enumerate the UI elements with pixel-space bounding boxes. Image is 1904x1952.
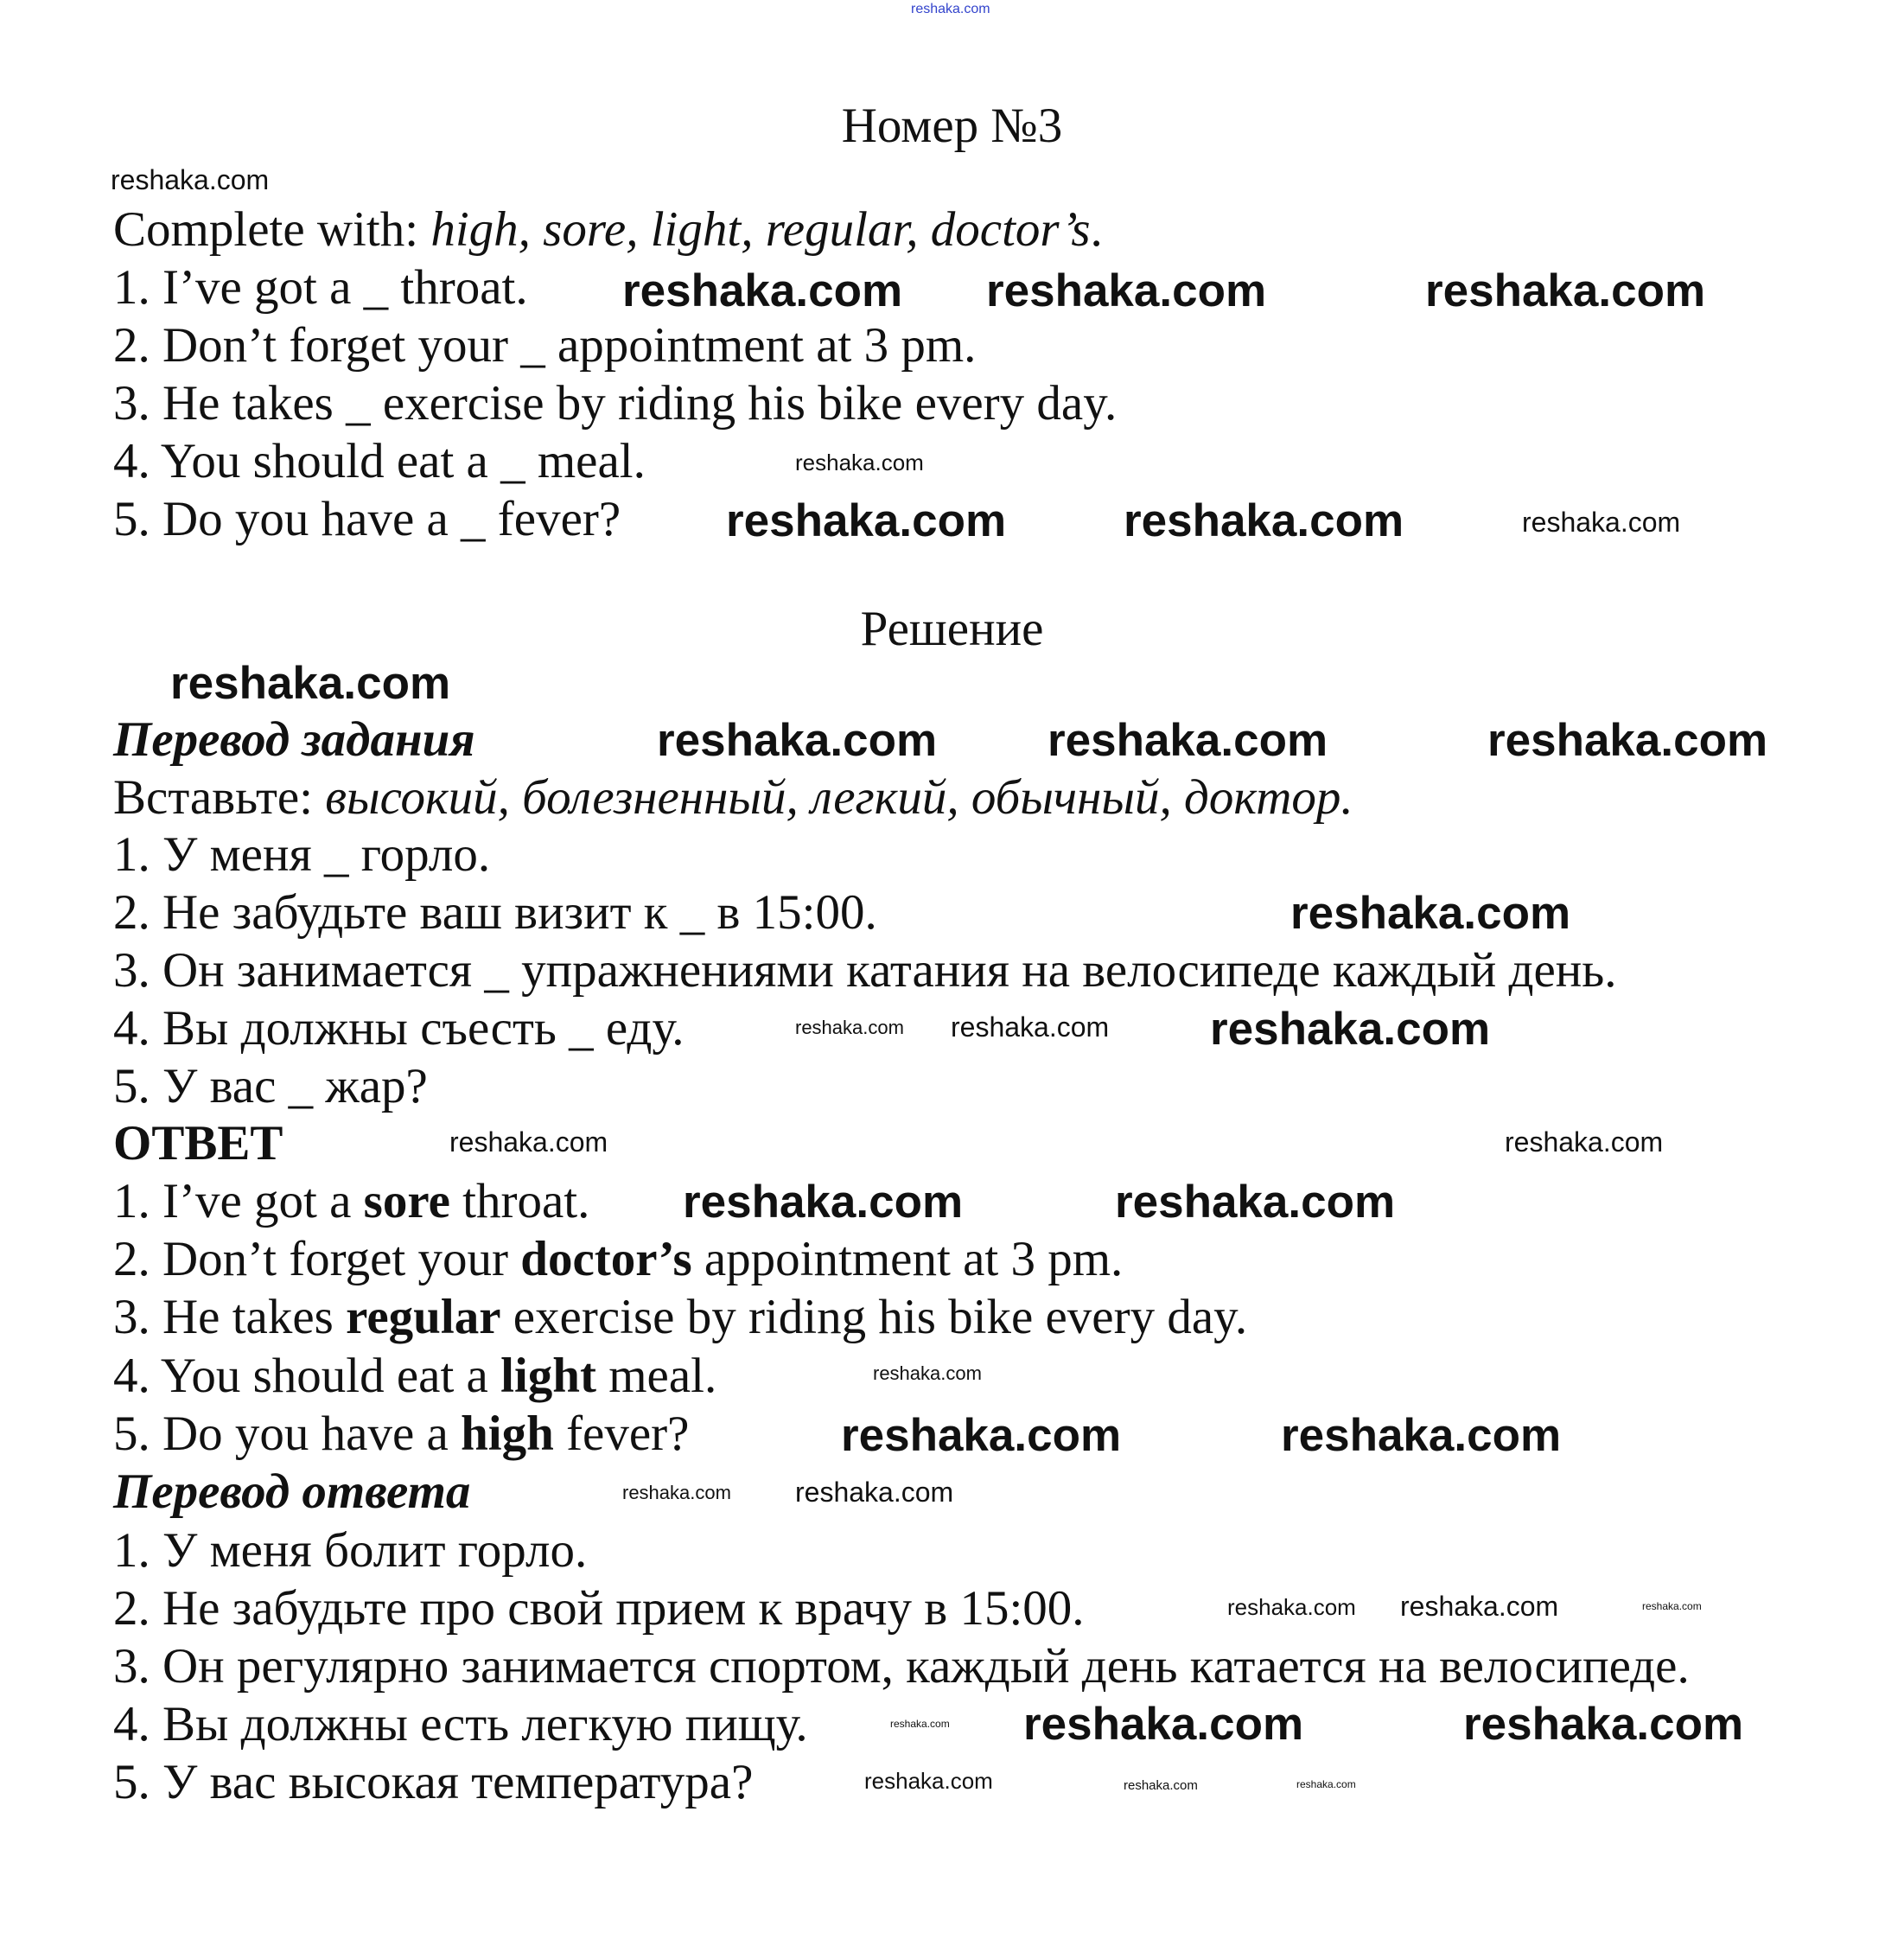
answer-translation-line: 1. У меня болит горло. bbox=[113, 1523, 588, 1578]
answer-pre: 5. Do you have a bbox=[113, 1407, 462, 1461]
watermark: reshaka.com bbox=[683, 1177, 964, 1228]
instruction-prefix: Вставьте: bbox=[113, 770, 326, 825]
watermark: reshaka.com bbox=[1487, 715, 1768, 766]
watermark: reshaka.com bbox=[111, 164, 270, 195]
watermark-top: reshaka.com bbox=[911, 2, 990, 16]
watermark: reshaka.com bbox=[449, 1126, 608, 1158]
watermark: reshaka.com bbox=[1124, 1778, 1198, 1793]
answer-line bbox=[113, 1406, 689, 1463]
answer-line bbox=[113, 1348, 716, 1405]
answer-translation-line: 3. Он регулярно занимается спортом, каждый день катается на велосипеде. bbox=[113, 1639, 1690, 1694]
answer-word: light bbox=[500, 1349, 596, 1403]
watermark: reshaka.com bbox=[1400, 1591, 1559, 1622]
task-translation-line: 1. У меня _ горло. bbox=[113, 827, 491, 882]
watermark: reshaka.com bbox=[1463, 1699, 1744, 1750]
answer-translation-line: 5. У вас высокая температура? bbox=[113, 1755, 754, 1809]
task-translation-line: 4. Вы должны съесть _ еду. bbox=[113, 1001, 685, 1056]
watermark: reshaka.com bbox=[986, 265, 1267, 316]
watermark: reshaka.com bbox=[864, 1768, 993, 1794]
task-translation-line: 2. Не забудьте ваш визит к _ в 15:00. bbox=[113, 885, 877, 940]
answer-word: doctor’s bbox=[520, 1232, 692, 1286]
watermark: reshaka.com bbox=[1505, 1126, 1664, 1158]
instruction-words: высокий, болезненный, легкий, обычный, доктор. bbox=[325, 770, 1353, 825]
answer-word: regular bbox=[346, 1290, 501, 1344]
answer-translation-line: 4. Вы должны есть легкую пищу. bbox=[113, 1697, 808, 1751]
watermark: reshaka.com bbox=[622, 1482, 731, 1503]
answer-translation-line: 2. Не забудьте про свой прием к врачу в 15:00. bbox=[113, 1581, 1085, 1636]
watermark: reshaka.com bbox=[1048, 715, 1328, 766]
answer-line bbox=[113, 1289, 1247, 1346]
answer-post: exercise by riding his bike every day. bbox=[500, 1290, 1248, 1344]
watermark: reshaka.com bbox=[795, 1477, 954, 1508]
answer-post: meal. bbox=[595, 1349, 717, 1403]
watermark: reshaka.com bbox=[622, 265, 903, 316]
instruction-words: high, sore, light, regular, doctor’s bbox=[430, 202, 1091, 257]
instruction-end: . bbox=[1090, 202, 1103, 257]
task-line: 2. Don’t forget your _ appointment at 3 pm. bbox=[113, 318, 977, 373]
task-line: 1. I’ve got a _ throat. bbox=[113, 260, 528, 315]
watermark: reshaka.com bbox=[1522, 507, 1681, 538]
watermark: reshaka.com bbox=[890, 1718, 950, 1730]
task-line: 4. You should eat a _ meal. bbox=[113, 434, 646, 488]
watermark: reshaka.com bbox=[726, 495, 1007, 546]
watermark: reshaka.com bbox=[170, 658, 451, 709]
answer-post: fever? bbox=[553, 1407, 690, 1461]
watermark: reshaka.com bbox=[1210, 1004, 1491, 1055]
watermark: reshaka.com bbox=[1124, 495, 1404, 546]
answer-heading: ОТВЕТ bbox=[113, 1116, 283, 1171]
watermark: reshaka.com bbox=[841, 1410, 1122, 1461]
watermark: reshaka.com bbox=[1023, 1699, 1304, 1750]
watermark: reshaka.com bbox=[795, 450, 924, 475]
watermark: reshaka.com bbox=[657, 715, 938, 766]
answer-word: high bbox=[461, 1407, 554, 1461]
answer-pre: 2. Don’t forget your bbox=[113, 1232, 521, 1286]
task-translation-line: 5. У вас _ жар? bbox=[113, 1059, 428, 1113]
answer-pre: 4. You should eat a bbox=[113, 1349, 501, 1403]
watermark: reshaka.com bbox=[1227, 1594, 1356, 1620]
watermark: reshaka.com bbox=[951, 1011, 1110, 1043]
answer-pre: 3. He takes bbox=[113, 1290, 347, 1344]
answer-line bbox=[113, 1173, 589, 1230]
task-instruction bbox=[113, 201, 1103, 258]
answer-pre: 1. I’ve got a bbox=[113, 1174, 364, 1228]
instruction-prefix: Complete with: bbox=[113, 202, 431, 257]
task-translation-instruction bbox=[113, 769, 1353, 826]
task-line: 5. Do you have a _ fever? bbox=[113, 492, 621, 546]
answer-line bbox=[113, 1231, 1123, 1288]
answer-post: throat. bbox=[449, 1174, 590, 1228]
task-line: 3. He takes _ exercise by riding his bike every day. bbox=[113, 376, 1118, 431]
watermark: reshaka.com bbox=[1281, 1410, 1562, 1461]
watermark: reshaka.com bbox=[1115, 1177, 1396, 1228]
watermark: reshaka.com bbox=[873, 1362, 982, 1384]
page-title: Номер №3 bbox=[841, 99, 1063, 153]
watermark: reshaka.com bbox=[1296, 1778, 1356, 1790]
watermark: reshaka.com bbox=[1290, 888, 1571, 939]
task-translation-heading: Перевод задания bbox=[113, 712, 475, 767]
answer-post: appointment at 3 pm. bbox=[691, 1232, 1124, 1286]
task-translation-line: 3. Он занимается _ упражнениями катания на велосипеде каждый день. bbox=[113, 943, 1617, 998]
answer-word: sore bbox=[363, 1174, 450, 1228]
answer-translation-heading: Перевод ответа bbox=[113, 1464, 471, 1519]
solution-heading: Решение bbox=[860, 602, 1044, 656]
watermark: reshaka.com bbox=[1642, 1600, 1702, 1612]
watermark: reshaka.com bbox=[1425, 265, 1706, 316]
watermark: reshaka.com bbox=[795, 1017, 904, 1038]
